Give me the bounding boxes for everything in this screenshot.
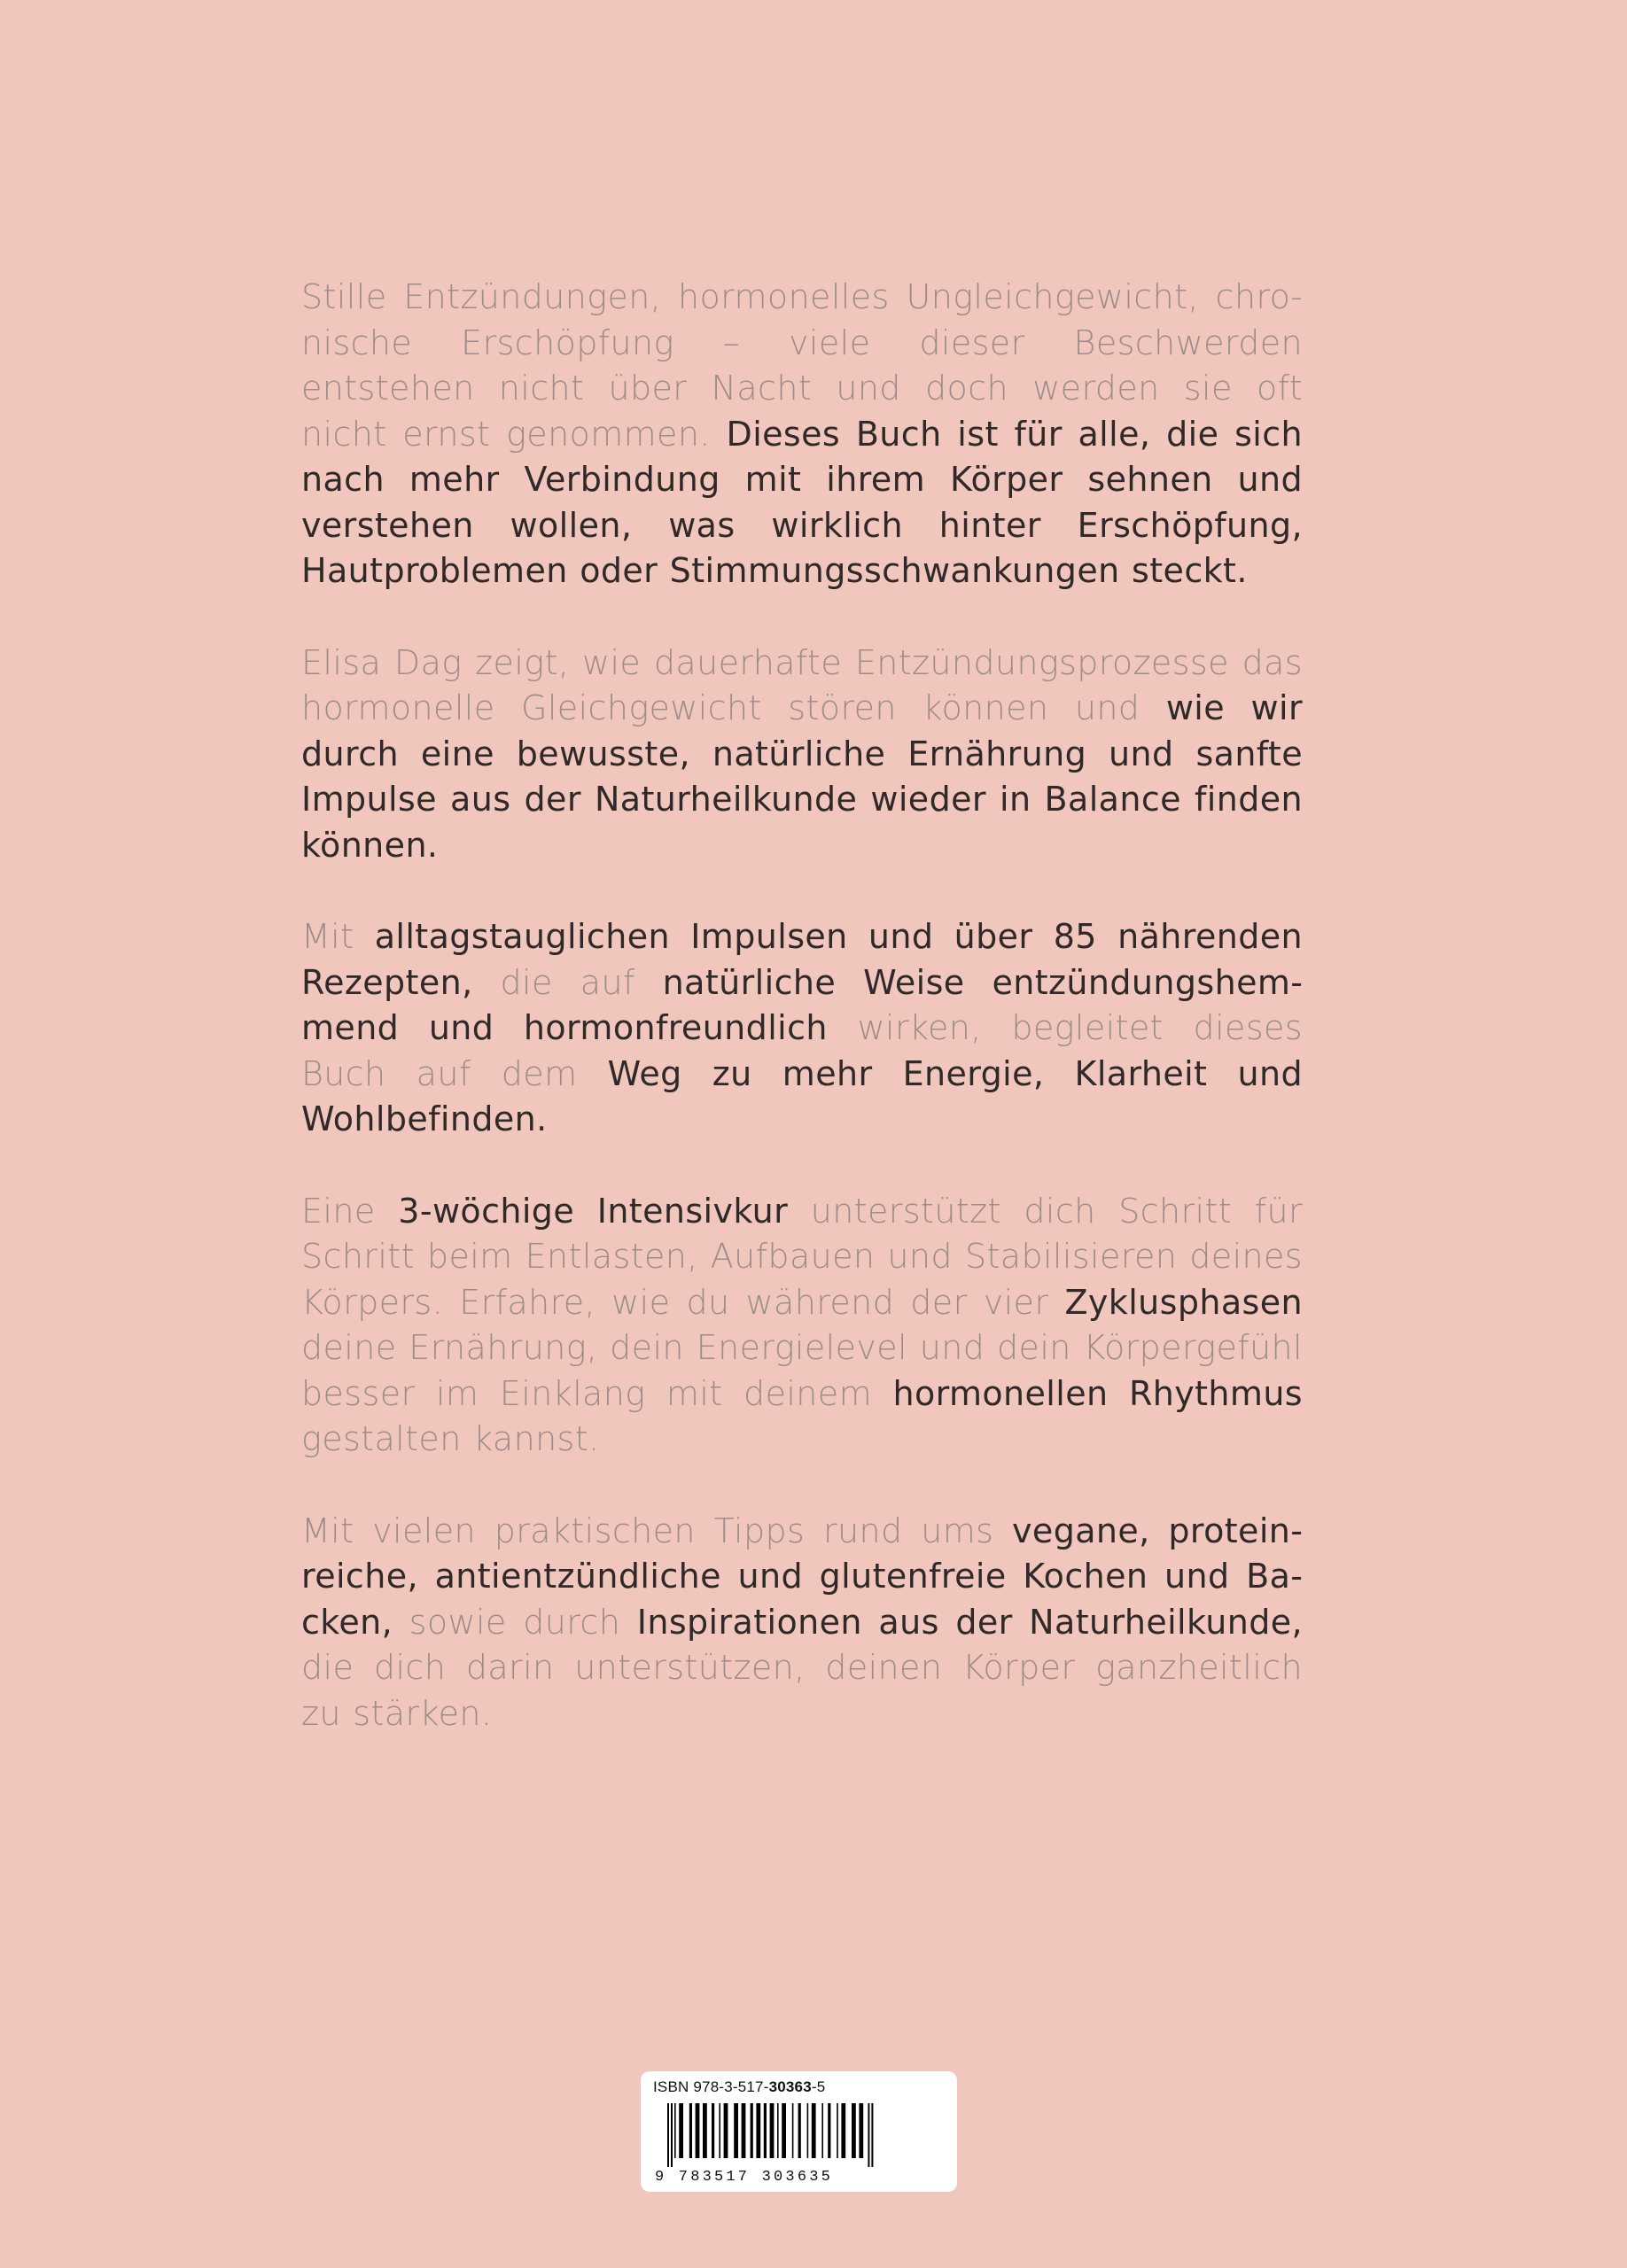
barcode-bar (719, 2103, 720, 2158)
barcode-bar (671, 2103, 673, 2167)
barcode-bar (792, 2103, 794, 2158)
barcode-bar (821, 2103, 823, 2158)
barcode-bar (777, 2103, 779, 2158)
text-segment: hormonellen Rhythmus (892, 1373, 1303, 1413)
paragraph-4 (301, 1189, 1303, 1463)
text-segment: wirken, begleitet dieses Buch auf dem (301, 1008, 1303, 1093)
barcode-bars (667, 2103, 873, 2167)
text-segment: vegane, proteinreiche, antientzündliche und glutenfreie Kochen und Backen, (301, 1511, 1303, 1642)
text-segment: deine Ernährung, dein Energielevel und dein Körpergefühl besser im Einklang mit deinem (301, 1328, 1303, 1413)
text-segment: Dieses Buch ist für alle, die sich nach mehr Verbindung mit ihrem Körper sehnen und verstehen wollen, was wirklich hinter Erschöpfung, Hautproblemen oder Stimmungsschwankungen steckt. (301, 414, 1304, 590)
text-segment: natürliche Weise entzündungshemmend und hormonfreundlich (301, 962, 1303, 1047)
barcode-bar (868, 2103, 869, 2167)
text-segment: Zyklusphasen (1064, 1282, 1303, 1322)
barcode-bar (852, 2103, 856, 2158)
isbn-text (653, 2078, 825, 2096)
text-segment: Elisa Dag zeigt, wie dauerhafte Entzündungsprozesse das hormonelle Gleichgewicht stören können und (301, 642, 1303, 727)
back-cover-text (301, 275, 1303, 1783)
text-segment: unterstützt dich Schritt für Schritt beim Entlasten, Aufbauen und Stabilisieren deines Körpers. Erfahre, wie du während der vier (301, 1191, 1303, 1322)
text-segment: Eine (301, 1191, 399, 1231)
text-segment: sowie durch (393, 1602, 637, 1642)
barcode-bar (667, 2103, 669, 2167)
barcode-bar (841, 2103, 845, 2158)
barcode-icon (653, 2101, 946, 2183)
barcode-bar (751, 2103, 753, 2158)
barcode-bar (696, 2103, 700, 2158)
isbn-bold-part: 30363 (768, 2078, 812, 2095)
text-segment: die auf (472, 962, 663, 1002)
barcode-bar (812, 2103, 816, 2158)
barcode-bar (703, 2103, 707, 2158)
barcode-bar (679, 2103, 683, 2158)
text-segment: Stille Entzündungen, hormonelles Ungleichgewicht, chronische Erschöpfung – viele dieser Beschwerden entstehen nicht über Nacht und doch werden sie oft nicht ernst genommen. (301, 277, 1303, 454)
text-segment: wie wir durch eine bewusste, natürliche Ernährung und sanfte Impulse aus der Naturheilkunde wieder in Balance finden können. (301, 688, 1303, 865)
paragraph-3 (301, 914, 1303, 1143)
barcode-bar (782, 2103, 786, 2158)
isbn-barcode-label (641, 2071, 957, 2192)
text-segment: gestalten kannst. (301, 1419, 600, 1458)
text-segment: Inspirationen aus der Naturheilkunde, (636, 1602, 1303, 1642)
barcode-bar (724, 2103, 728, 2158)
paragraph-5 (301, 1509, 1303, 1737)
barcode-bar (734, 2103, 738, 2158)
barcode-bar (689, 2103, 692, 2158)
paragraph-1 (301, 275, 1303, 594)
barcode-bar (712, 2103, 714, 2158)
barcode-bar (674, 2103, 676, 2158)
isbn-prefix: ISBN 978-3-517- (653, 2078, 769, 2095)
text-segment: Mit (301, 917, 375, 956)
barcode-bar (756, 2103, 760, 2158)
text-segment: Mit vielen praktischen Tipps rund ums (301, 1511, 1013, 1550)
barcode-bar (742, 2103, 746, 2158)
barcode-bar (859, 2103, 863, 2158)
isbn-suffix: -5 (811, 2078, 826, 2095)
barcode-bar (764, 2103, 767, 2158)
barcode-bar (770, 2103, 775, 2158)
barcode-bar (837, 2103, 838, 2158)
barcode-bar (807, 2103, 809, 2158)
paragraph-2 (301, 641, 1303, 869)
barcode-bar (828, 2103, 830, 2158)
text-segment: alltagstauglichen Impulsen und über 85 nährenden Rezepten, (301, 917, 1303, 1002)
barcode-bar (798, 2103, 801, 2158)
barcode-bar (871, 2103, 873, 2167)
text-segment: die dich darin unterstützen, deinen Körper ganzheitlich zu stärken. (301, 1648, 1303, 1733)
barcode-number: 9 783517 303635 (655, 2169, 834, 2183)
text-segment: 3-wöchige Intensivkur (398, 1191, 789, 1231)
text-segment: Weg zu mehr Energie, Klarheit und Wohlbefinden. (301, 1053, 1303, 1138)
